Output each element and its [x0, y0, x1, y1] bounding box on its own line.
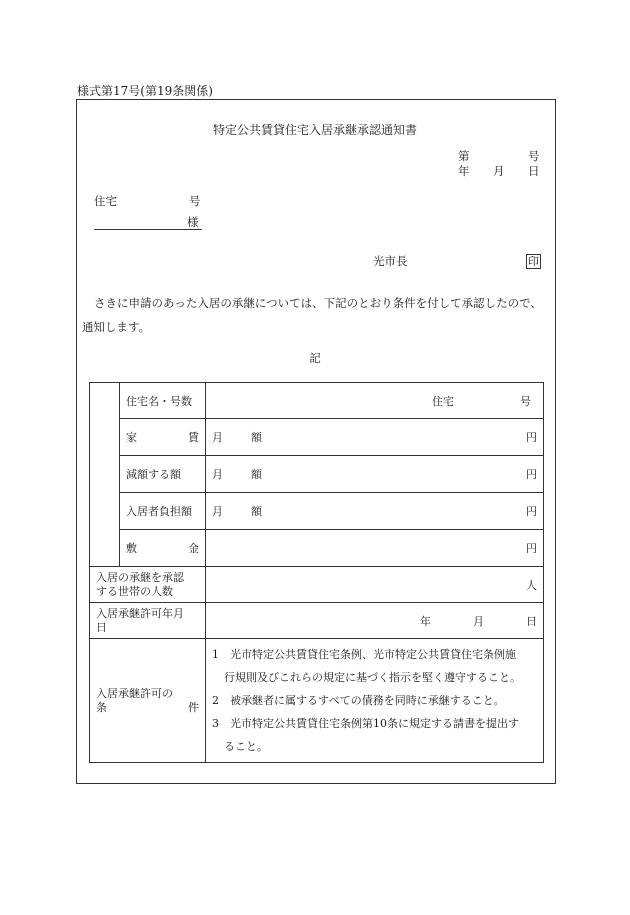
conditions-list [206, 639, 544, 763]
number-word: 号 [520, 394, 531, 408]
table-row [90, 603, 544, 639]
condition-line: ること。 [224, 740, 268, 753]
notice-body [82, 291, 552, 339]
table-row [90, 567, 544, 603]
conditions-label: 入居承継許可の 条 件 [90, 639, 206, 763]
addressee-name-line [94, 229, 202, 230]
date-month: 月 [493, 164, 505, 178]
table-row [90, 383, 544, 419]
addressee-honorific: 様 [187, 215, 199, 229]
table-row [90, 530, 544, 567]
issuer-name: 光市長 [373, 254, 408, 268]
details-table [89, 382, 544, 763]
seal-mark: 印 [528, 255, 539, 268]
date-year: 年 [458, 164, 470, 178]
condition-line: 行規則及びこれらの規定に基づく指示を堅く遵守すること。 [224, 671, 521, 684]
number-prefix: 第 [458, 149, 470, 163]
table-row [90, 419, 544, 456]
number-suffix: 号 [528, 149, 540, 163]
reduction-value: 月 額 円 [206, 456, 544, 493]
condition-line: 2 被承継者に属するすべての債務を同時に承継すること。 [212, 694, 505, 707]
table-row [90, 639, 544, 763]
permit-date-label: 入居承継許可年月 日 [90, 603, 206, 639]
document-title: 特定公共賃貸住宅入居承継承認通知書 [212, 123, 417, 137]
addressee-number: 号 [189, 194, 201, 208]
condition-line: 3 光市特定公共賃貸住宅条例第10条に規定する請書を提出す [212, 717, 519, 730]
ki-heading: 記 [309, 351, 321, 365]
households-label: 入居の承継を承認 する世帯の人数 [90, 567, 206, 603]
burden-label: 入居者負担額 [120, 493, 206, 530]
date-day: 日 [528, 164, 540, 178]
permit-date-value: 年 月 日 [206, 603, 544, 639]
table-row [90, 456, 544, 493]
house-name-label: 住宅名・号数 [120, 383, 206, 419]
rent-value: 月 額 円 [206, 419, 544, 456]
deposit-value: 円 [206, 530, 544, 567]
body-line: 通知します。 [82, 320, 151, 334]
body-line: さきに申請のあった入居の承継については、下記のとおり条件を付して承認したので、 [94, 296, 542, 310]
table-blank-cell [90, 383, 120, 567]
table-row [90, 493, 544, 530]
house-word: 住宅 [432, 394, 454, 408]
deposit-label: 敷 金 [120, 530, 206, 567]
reduction-label: 減額する額 [120, 456, 206, 493]
burden-value: 月 額 円 [206, 493, 544, 530]
form-number-label: 様式第17号(第19条関係) [77, 84, 213, 98]
households-value: 人 [206, 567, 544, 603]
condition-line: 1 光市特定公共賃貸住宅条例、光市特定公共賃貸住宅条例施 [212, 648, 516, 661]
house-name-value [206, 383, 544, 419]
addressee-house: 住宅 [94, 194, 117, 208]
rent-label: 家 賃 [120, 419, 206, 456]
